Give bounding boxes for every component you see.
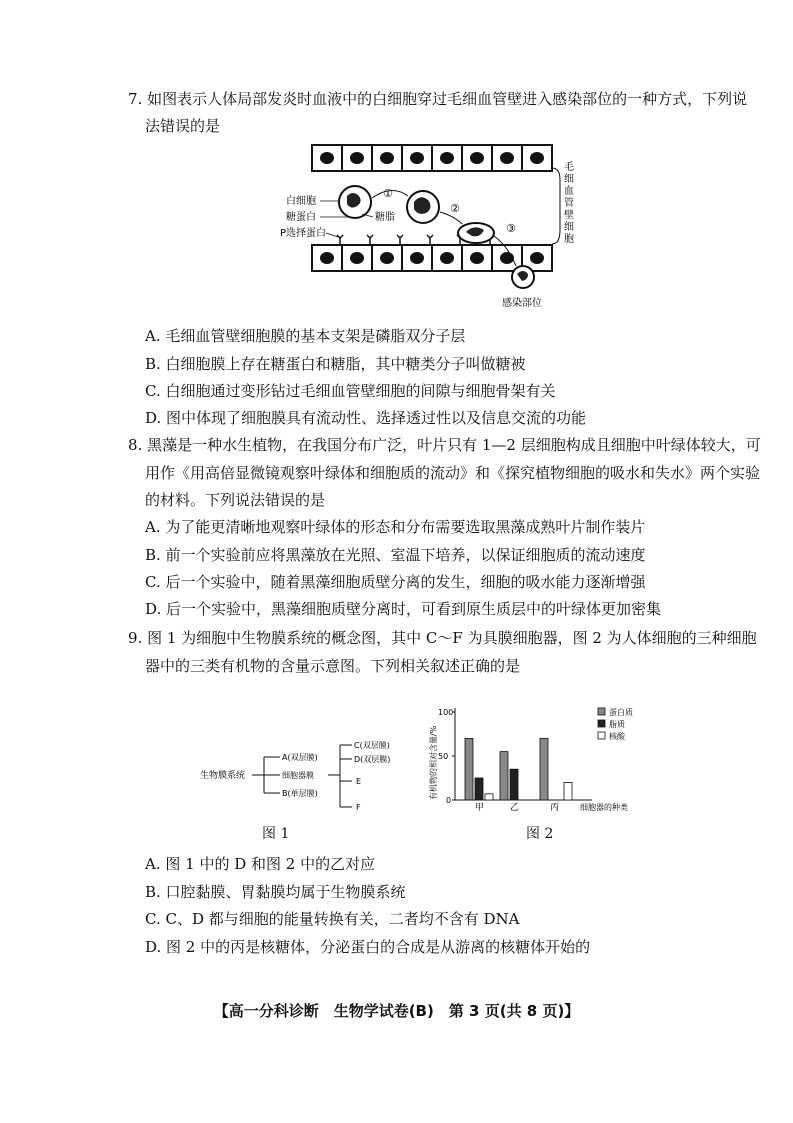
capillary-top-row (312, 145, 552, 171)
q7-stem-line1: 7. 如图表示人体局部发炎时血液中的白细胞穿过毛细血管壁进入感染部位的一种方式，下列说 (128, 90, 748, 108)
x-tick-甲: 甲 (475, 803, 485, 813)
x-tick-乙: 乙 (510, 803, 520, 813)
fig1-c: C(双层膜) (354, 741, 390, 750)
q9-option-d[interactable]: D. 图 2 中的丙是核糖体，分泌蛋白的合成是从游离的核糖体开始的 (145, 938, 591, 956)
step-2-marker: ② (450, 202, 460, 215)
label-glycoprotein: 糖蛋白 (286, 212, 316, 223)
q9-option-a[interactable]: A. 图 1 中的 D 和图 2 中的乙对应 (145, 855, 376, 873)
label-glycolipid: 糖脂 (375, 212, 395, 223)
fig2-caption: 图 2 (526, 826, 554, 842)
capillary-bottom-row (312, 245, 552, 271)
bar-丙-核酸 (564, 782, 572, 800)
q8-stem-line1: 8. 黑藻是一种水生植物，在我国分布广泛，叶片只有 1—2 层细胞构成且细胞中叶绿体较大，可 (128, 436, 761, 454)
q7-option-d[interactable]: D. 图中体现了细胞膜具有流动性、选择透过性以及信息交流的功能 (145, 409, 587, 427)
fig1-organelle: 细胞器膜 (282, 771, 314, 780)
x-axis-label: 细胞器的种类 (580, 803, 628, 812)
white-blood-cell-3 (458, 223, 494, 243)
y-axis-label: 有机物的相对含量/% (429, 725, 438, 800)
white-blood-cell-4 (512, 266, 534, 288)
fig1-root: 生物膜系统 (200, 771, 246, 781)
step-1-marker: ① (383, 187, 393, 200)
step-3-marker: ③ (506, 222, 516, 235)
q7-option-c[interactable]: C. 白细胞通过变形钻过毛细血管壁细胞的间隙与细胞骨架有关 (145, 382, 556, 400)
q7-figure (280, 140, 580, 315)
legend-label-脂质: 脂质 (609, 720, 625, 729)
q9-figure-2-chart (420, 700, 680, 820)
legend-swatch-核酸 (598, 732, 605, 739)
fig1-e: E (356, 777, 362, 786)
y-tick-50: 50 (438, 752, 449, 761)
page-footer: 【高一分科诊断 生物学试卷(B) 第 3 页(共 8 页)】 (213, 1002, 580, 1020)
bar-甲-核酸 (485, 794, 493, 800)
fig1-caption: 图 1 (262, 826, 290, 842)
q8-stem-line3: 的材料。下列说法错误的是 (145, 491, 326, 509)
q8-stem-line2: 用作《用高倍显微镜观察叶绿体和细胞质的流动》和《探究植物细胞的吸水和失水》两个实验 (145, 464, 761, 482)
bar-丙-蛋白质 (540, 738, 548, 800)
fig1-f: F (356, 803, 361, 812)
y-tick-0: 0 (446, 796, 452, 805)
q8-option-b[interactable]: B. 前一个实验前应将黑藻放在光照、室温下培养，以保证细胞质的流动速度 (145, 546, 646, 564)
white-blood-cell-1 (339, 186, 371, 218)
bar-甲-脂质 (475, 778, 483, 800)
label-white-blood-cell: 白细胞 (286, 196, 316, 207)
label-p-selectin: P选择蛋白 (280, 228, 327, 239)
white-blood-cell-2 (407, 191, 439, 223)
q9-figure-1 (200, 735, 420, 845)
y-tick-100: 100 (438, 708, 454, 717)
q9-stem-line2: 器中的三类有机物的含量示意图。下列相关叙述正确的是 (145, 657, 521, 675)
q7-option-a[interactable]: A. 毛细血管壁细胞膜的基本支架是磷脂双分子层 (145, 327, 466, 345)
label-capillary-wall-cells: 毛 细 血 管 壁 细 胞 (564, 162, 574, 245)
q8-option-d[interactable]: D. 后一个实验中，黑藻细胞质壁分离时，可看到原生质层中的叶绿体更加密集 (145, 600, 662, 618)
label-infection-site: 感染部位 (502, 298, 542, 309)
q9-option-c[interactable]: C. C、D 都与细胞的能量转换有关，二者均不含有 DNA (145, 910, 520, 928)
bar-乙-蛋白质 (500, 752, 508, 800)
legend-swatch-蛋白质 (598, 708, 605, 715)
fig1-a: A(双层膜) (282, 753, 318, 762)
fig1-d: D(双层膜) (354, 755, 391, 764)
q8-option-a[interactable]: A. 为了能更清晰地观察叶绿体的形态和分布需要选取黑藻成熟叶片制作装片 (145, 518, 646, 536)
fig1-b: B(单层膜) (282, 789, 318, 798)
legend-label-蛋白质: 蛋白质 (609, 708, 633, 717)
q7-option-b[interactable]: B. 白细胞膜上存在糖蛋白和糖脂，其中糖类分子叫做糖被 (145, 355, 526, 373)
legend-swatch-脂质 (598, 720, 605, 727)
bar-乙-脂质 (510, 769, 518, 800)
q9-option-b[interactable]: B. 口腔黏膜、胃黏膜均属于生物膜系统 (145, 883, 406, 901)
q8-option-c[interactable]: C. 后一个实验中，随着黑藻细胞质壁分离的发生，细胞的吸水能力逐渐增强 (145, 573, 646, 591)
bar-甲-蛋白质 (465, 738, 473, 800)
q9-stem-line1: 9. 图 1 为细胞中生物膜系统的概念图，其中 C～F 为具膜细胞器，图 2 为人体细胞的三种细胞 (128, 629, 757, 647)
x-tick-丙: 丙 (550, 803, 560, 813)
legend-label-核酸: 核酸 (609, 732, 625, 741)
q7-stem-line2: 法错误的是 (145, 117, 221, 135)
